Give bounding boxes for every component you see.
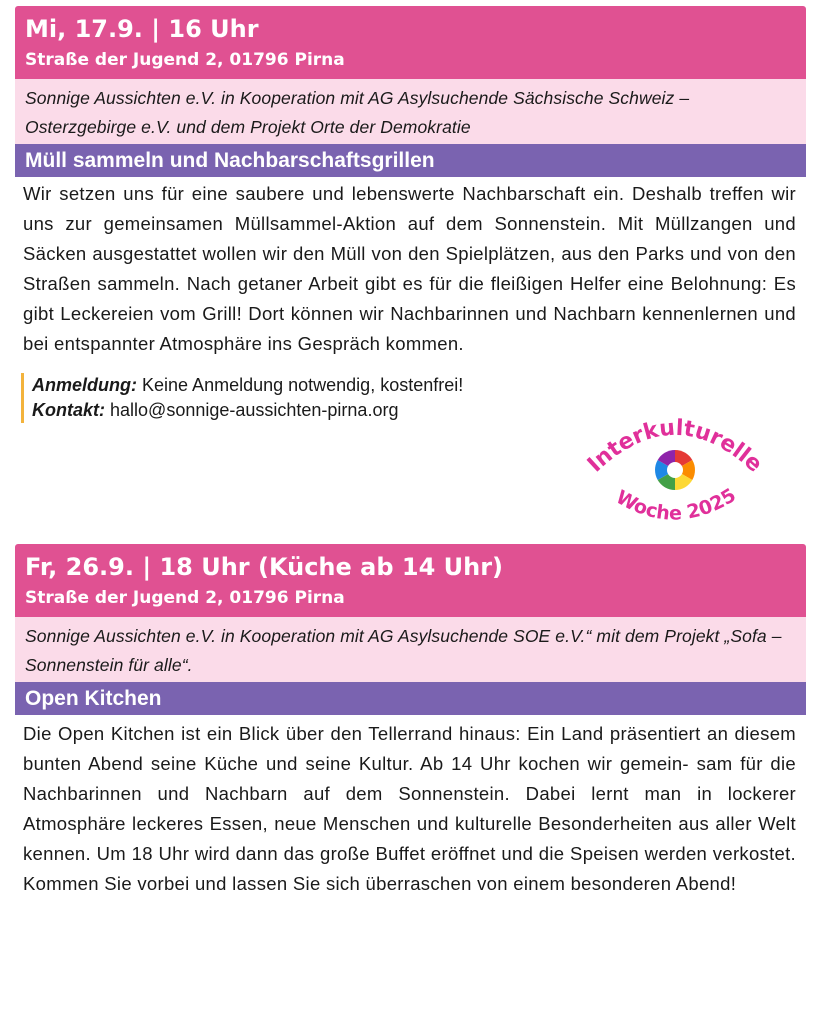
event-description: Die Open Kitchen ist ein Blick über den Tellerrand hinaus: Ein Land präsentiert an diesem bunten Abend seine Küche und seine Kultur. Ab 14 Uhr kochen wir gemein- sam für die Nachbarinnen und Nachbarn auf dem Sonnenstein. Dabei lernt man in lockerer Atmosphäre leckeres Essen, neue Menschen und kulturelle Besonderheiten aus aller Welt kennen. Um 18 Uhr wird dann das große Buffet eröffnet und die Speisen werden verkostet. Kommen Sie vorbei und lassen Sie sich überraschen von einem besonderen Abend! xyxy=(23,723,796,894)
event-header xyxy=(15,544,806,617)
event-address: Straße der Jugend 2, 01796 Pirna xyxy=(25,50,345,70)
event-organizer: Sonnige Aussichten e.V. in Kooperation mit AG Asylsuchende Sächsische Schweiz – Osterzgebirge e.V. und dem Projekt Orte der Demokratie xyxy=(15,79,806,144)
registration-line xyxy=(32,373,806,398)
contact-label: Kontakt: xyxy=(32,400,105,420)
event-title: Müll sammeln und Nachbarschaftsgrillen xyxy=(15,144,806,177)
event-header xyxy=(15,6,806,79)
event-date: Mi, 17.9. | 16 Uhr xyxy=(25,15,259,43)
registration-value: Keine Anmeldung notwendig, kostenfrei! xyxy=(142,375,464,395)
event-date: Fr, 26.9. | 18 Uhr (Küche ab 14 Uhr) xyxy=(25,553,504,581)
event-card-1 xyxy=(15,6,806,423)
event-card-2 xyxy=(15,544,806,899)
event-description: Wir setzen uns für eine saubere und lebenswerte Nachbarschaft ein. Deshalb treffen wir uns zur gemeinsamen Müllsammel-Aktion auf dem Sonnenstein. Mit Müllzangen und Säcken ausgestattet wollen wir den Müll von den Spielplätzen, aus den Parks und von den Straßen sammeln. Nach getaner Arbeit gibt es für die fleißigen Helfer eine Belohnung: Es gibt Leckereien vom Grill! Dort können wir Nachbarinnen und Nachbarn kennenlernen und bei entspannter Atmosphäre ins Gespräch kommen. xyxy=(23,183,796,354)
event-address: Straße der Jugend 2, 01796 Pirna xyxy=(25,588,345,608)
event-organizer: Sonnige Aussichten e.V. in Kooperation mit AG Asylsuchende SOE e.V.“ mit dem Projekt „Sofa – Sonnenstein für alle“. xyxy=(15,617,806,682)
rainbow-eye-icon xyxy=(655,450,695,490)
event-title: Open Kitchen xyxy=(15,682,806,715)
contact-email-link[interactable]: hallo@sonnige-aussichten-pirna.org xyxy=(110,400,399,420)
registration-label: Anmeldung: xyxy=(32,375,137,395)
interkulturelle-woche-logo xyxy=(575,410,775,530)
logo-text-top: Interkulturelle xyxy=(582,415,767,478)
logo-text-bottom: Woche 2025 xyxy=(612,484,740,525)
